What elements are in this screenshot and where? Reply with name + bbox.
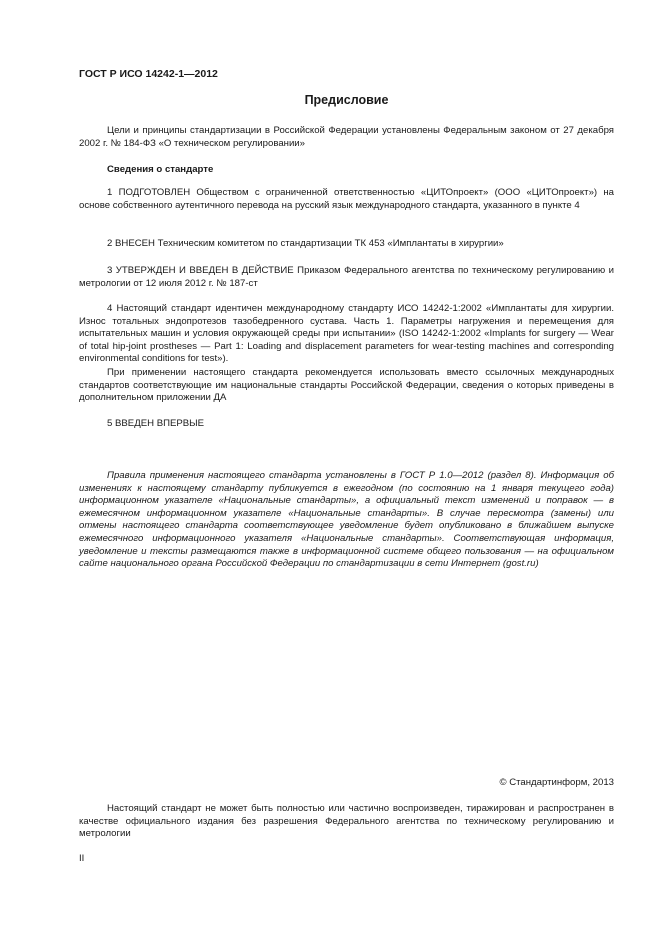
info-item-1: 1 ПОДГОТОВЛЕН Обществом с ограниченной ответственностью «ЦИТОпроект» (ООО «ЦИТОпроект») на основе собственного аутентичного перевода на русский язык международного стандарта, указанного в пункте 4 — [79, 187, 614, 211]
info-item-5: 5 ВВЕДЕН ВПЕРВЫЕ — [107, 418, 205, 429]
rules-notice: Правила применения настоящего стандарта установлены в ГОСТ Р 1.0—2012 (раздел 8). Информация об изменениях к настоящему стандарту публикуется в ежегодном (по состоянию на 1 января текущего года) информационном указателе «Национальные стандарты», а официальный текст изменений и поправок — в ежемесячном информационном указателе «Национальные стандарты». В случае пересмотра (замены) или отмены настоящего стандарта соответствующее уведомление будет опубликовано в ближайшем выпуске ежемесячного информационного указателя «Национальные стандарты». Соответствующая информация, уведомление и тексты размещаются также в информационной системе общего пользования — на официальном сайте национального органа Российской Федерации по стандартизации в сети Интернет (gost.ru) — [79, 470, 614, 570]
page-number: II — [79, 853, 85, 864]
standard-info-heading: Сведения о стандарте — [107, 164, 214, 175]
info-item-2: 2 ВНЕСЕН Техническим комитетом по стандартизации ТК 453 «Имплантаты в хирургии» — [107, 238, 504, 249]
foreword-title: Предисловие — [304, 93, 389, 107]
info-item-4-note: При применении настоящего стандарта рекомендуется использовать вместо ссылочных международных стандартов соответствующие им национальные стандарты Российской Федерации, сведения о которых приведены в дополнительном приложении ДА — [79, 367, 614, 404]
document-code: ГОСТ Р ИСО 14242-1—2012 — [79, 68, 218, 80]
copyright-notice: © Стандартинформ, 2013 — [499, 777, 614, 788]
foreword-intro: Цели и принципы стандартизации в Российской Федерации установлены Федеральным законом от 27 декабря 2002 г. № 184-ФЗ «О техническом регулировании» — [79, 125, 614, 149]
info-item-3: 3 УТВЕРЖДЕН И ВВЕДЕН В ДЕЙСТВИЕ Приказом Федерального агентства по техническому регулированию и метрологии от 12 июля 2012 г. № 187-ст — [79, 265, 614, 289]
info-item-4: 4 Настоящий стандарт идентичен международному стандарту ИСО 14242-1:2002 «Имплантаты для хирургии. Износ тотальных эндопротезов тазобедренного сустава. Часть 1. Параметры нагружения и перемещения для испытательных машин и условия окружающей среды при испытании» (ISO 14242-1:2002 «Implants for surgery — Wear of total hip-joint prostheses — Part 1: Loading and displacement parameters for wear-testing machines and corresponding environmental conditions for test»). — [79, 303, 614, 365]
reproduction-notice: Настоящий стандарт не может быть полностью или частично воспроизведен, тиражирован и распространен в качестве официального издания без разрешения Федерального агентства по техническому регулированию и метрологии — [79, 803, 614, 840]
